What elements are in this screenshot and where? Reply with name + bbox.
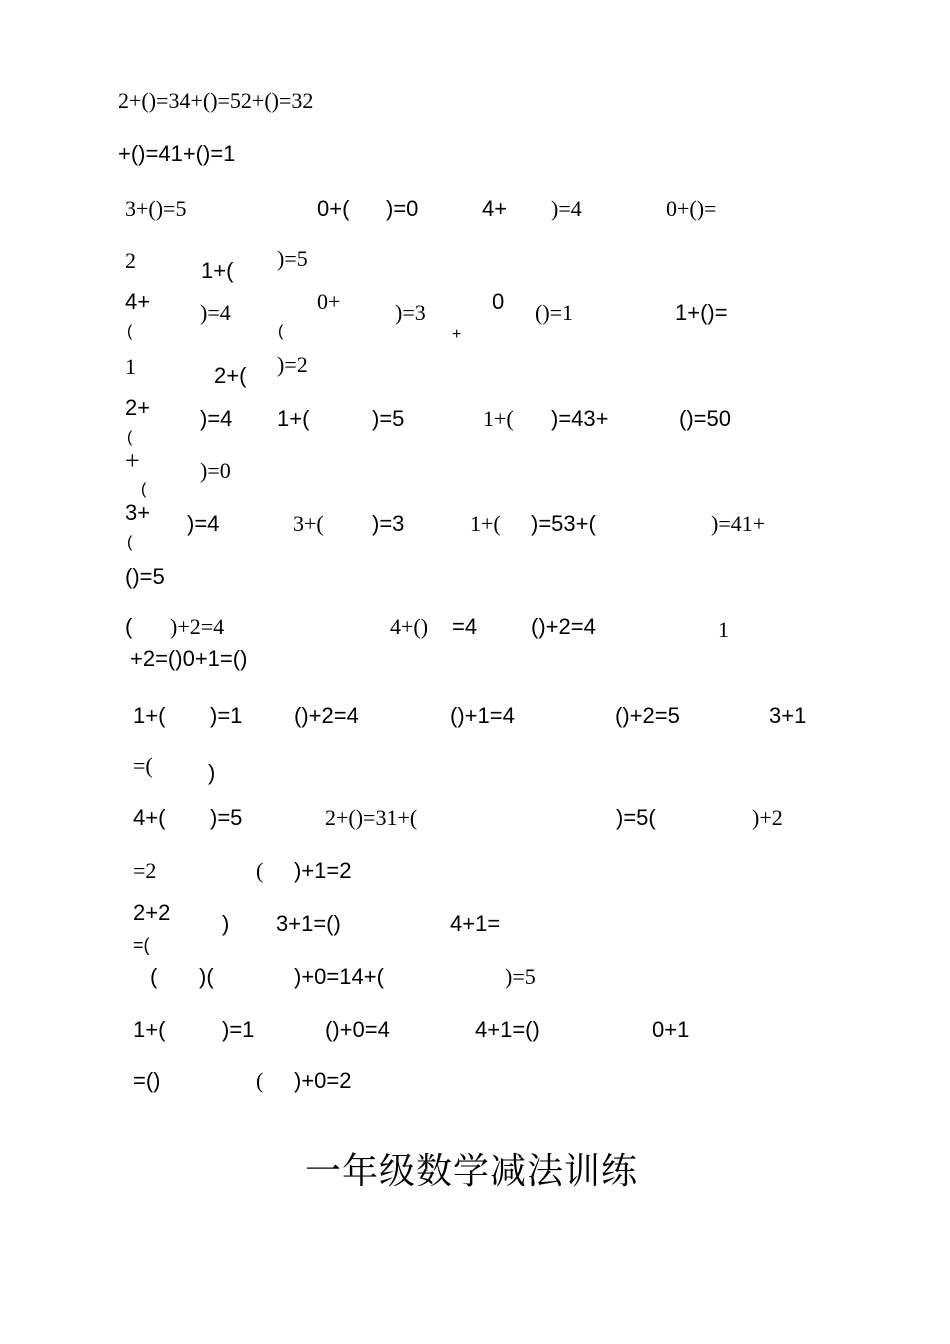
equation-fragment: )=5 bbox=[277, 246, 308, 271]
equation-fragment: 1+( bbox=[133, 703, 166, 728]
equation-fragment: ( bbox=[278, 323, 284, 340]
equation-fragment: 2+ bbox=[125, 395, 151, 420]
equation-fragment: )+1=2 bbox=[294, 858, 352, 883]
equation-fragment: ( bbox=[127, 429, 133, 446]
equation-fragment: )+2 bbox=[752, 805, 783, 830]
equation-fragment: ()+2=4 bbox=[294, 703, 359, 728]
equation-fragment: 0+ bbox=[317, 289, 341, 314]
equation-fragment: )=1 bbox=[210, 703, 243, 728]
equation-fragment: 1 bbox=[718, 617, 729, 642]
equation-fragment: )=4 bbox=[200, 300, 231, 325]
equation-fragment: 0+()= bbox=[666, 196, 717, 221]
equation-fragment: =() bbox=[133, 1068, 161, 1093]
equation-fragment: =( bbox=[133, 935, 150, 955]
equation-fragment: )=0 bbox=[200, 458, 231, 483]
equation-fragment: ( bbox=[127, 534, 133, 551]
equation-fragment: =2 bbox=[133, 858, 157, 883]
equation-fragment: + bbox=[452, 326, 462, 343]
equation-fragment: 1+( bbox=[470, 511, 501, 536]
equation-fragment: ( bbox=[256, 1068, 264, 1093]
equation-fragment: 3+( bbox=[293, 511, 324, 536]
equation-fragment: )=3 bbox=[395, 300, 426, 325]
equation-fragment: 4+() bbox=[390, 614, 429, 639]
equation-fragment: ()+2=4 bbox=[531, 614, 596, 639]
equation-fragment: 4+1=() bbox=[475, 1017, 540, 1042]
equation-fragment: 0+1 bbox=[652, 1017, 690, 1042]
equation-fragment: =4 bbox=[452, 614, 478, 639]
equation-line: +()=41+()=1 bbox=[118, 141, 236, 166]
equation-fragment: ( bbox=[256, 858, 264, 883]
equation-fragment: ()+0=4 bbox=[325, 1017, 390, 1042]
equation-fragment: 1 bbox=[125, 354, 136, 379]
equation-fragment: ()=5 bbox=[125, 564, 165, 589]
section-title: 一年级数学减法训练 bbox=[305, 1151, 639, 1192]
equation-fragment: 1+( bbox=[201, 258, 234, 283]
equation-fragment: )+0=2 bbox=[294, 1068, 352, 1093]
equation-fragment: 3+1 bbox=[769, 703, 807, 728]
equation-fragment: ) bbox=[222, 911, 230, 936]
equation-fragment: )=3 bbox=[372, 511, 405, 536]
equation-fragment: 4+( bbox=[133, 805, 166, 830]
equation-fragment: 3+()=5 bbox=[125, 196, 187, 221]
equation-fragment: )=41+ bbox=[711, 511, 766, 536]
equation-fragment: 1+( bbox=[277, 406, 310, 431]
equation-fragment: )=4 bbox=[551, 196, 582, 221]
equation-fragment: 1+()= bbox=[675, 300, 728, 325]
equation-fragment: )=5( bbox=[616, 805, 656, 830]
equation-fragment: ()=50 bbox=[679, 406, 731, 431]
equation-fragment: 0+( bbox=[317, 196, 350, 221]
equation-fragment: )=2 bbox=[277, 352, 308, 377]
equation-fragment: ()+2=5 bbox=[615, 703, 680, 728]
equation-fragment: 2+2 bbox=[133, 900, 171, 925]
equation-fragment: 2+()=31+( bbox=[325, 805, 418, 830]
equation-fragment: ()+1=4 bbox=[450, 703, 515, 728]
equation-fragment: ) bbox=[208, 760, 216, 785]
equation-line: 2+()=34+()=52+()=32 bbox=[118, 88, 314, 113]
equation-fragment: )=5 bbox=[210, 805, 243, 830]
equation-fragment: )=0 bbox=[386, 196, 419, 221]
equation-fragment: )=53+( bbox=[531, 511, 596, 536]
equation-fragment: 0 bbox=[492, 289, 505, 314]
equation-fragment: )=1 bbox=[222, 1017, 255, 1042]
equation-fragment: )=4 bbox=[200, 406, 233, 431]
equation-fragment: + bbox=[125, 446, 140, 475]
equation-fragment: ( bbox=[125, 614, 133, 639]
equation-fragment: =( bbox=[133, 753, 153, 778]
equation-fragment: )=5 bbox=[505, 964, 536, 989]
equation-fragment: 4+ bbox=[482, 196, 508, 221]
equation-fragment: 2+( bbox=[214, 363, 247, 388]
equation-fragment: 2 bbox=[125, 248, 136, 273]
equation-fragment: )+2=4 bbox=[170, 614, 225, 639]
equation-fragment: 3+1=() bbox=[276, 911, 341, 936]
equation-fragment: ( bbox=[141, 481, 147, 498]
equation-fragment: 1+( bbox=[483, 406, 514, 431]
equation-fragment: )+0=14+( bbox=[294, 964, 384, 989]
equation-fragment: )=4 bbox=[187, 511, 220, 536]
equation-fragment: )( bbox=[199, 964, 214, 989]
equation-fragment: )=43+ bbox=[551, 406, 609, 431]
equation-fragment: ( bbox=[150, 964, 158, 989]
equation-fragment: ()=1 bbox=[535, 300, 574, 325]
equation-fragment: 4+ bbox=[125, 289, 151, 314]
equation-fragment: ( bbox=[127, 323, 133, 340]
equation-fragment: 1+( bbox=[133, 1017, 166, 1042]
equation-fragment: 3+ bbox=[125, 500, 151, 525]
equation-fragment: )=5 bbox=[372, 406, 405, 431]
equation-fragment: +2=()0+1=() bbox=[130, 646, 248, 671]
equation-fragment: 4+1= bbox=[450, 911, 501, 936]
